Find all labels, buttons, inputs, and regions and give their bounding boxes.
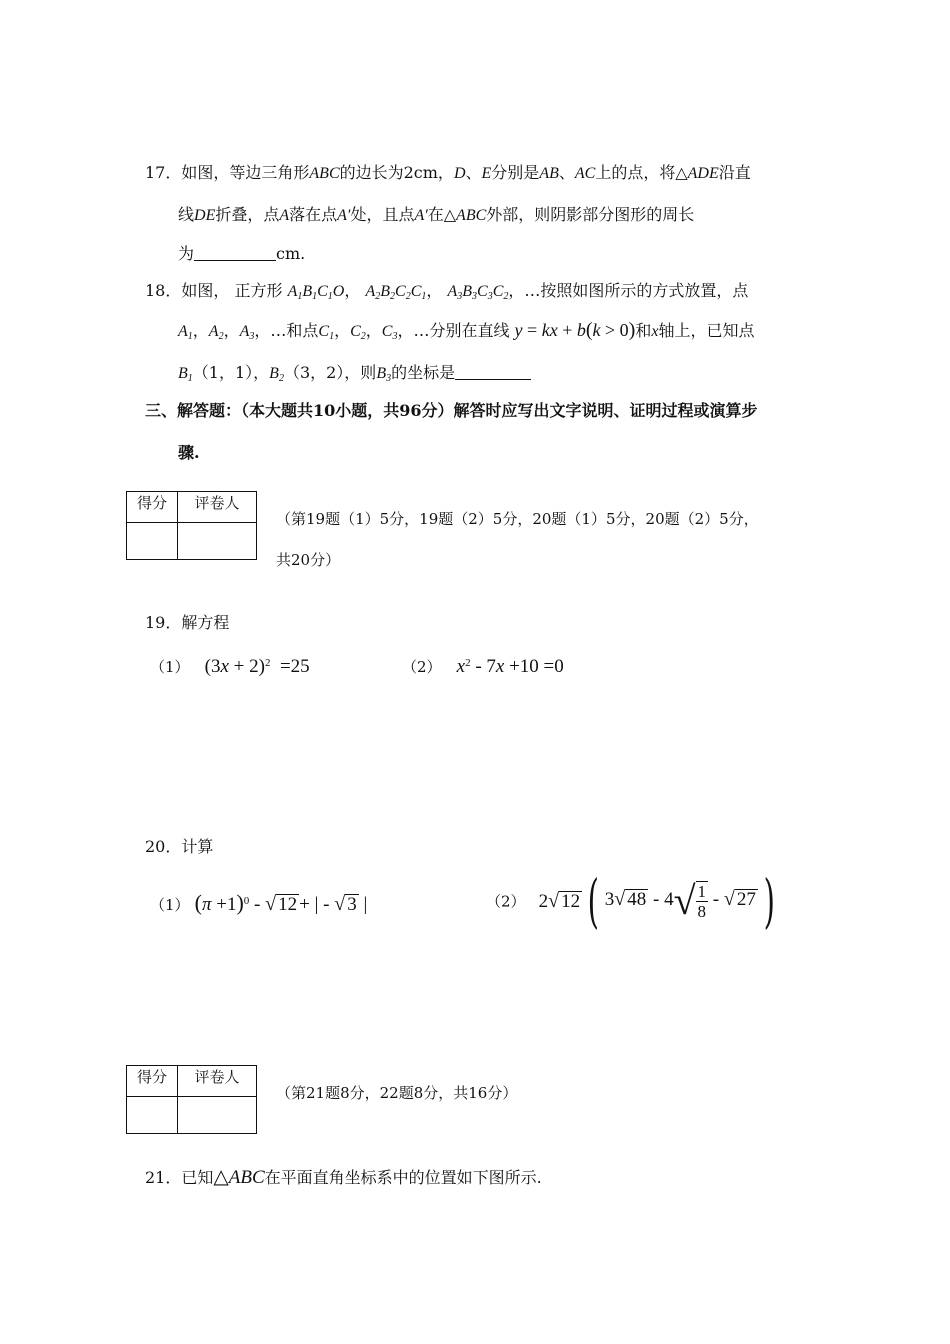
section3-heading: 三、解答题：（本大题共10小题，共96分）解答时应写出文字说明、证明过程或演算步 xyxy=(145,401,758,420)
score-label: 得分 xyxy=(127,492,178,523)
score-note-2: （第21题8分，22题8分，共16分） xyxy=(276,1084,518,1102)
q18-line3: $B_1(1$，1），$B_2(3$，2），则$B_3$的坐标是 xyxy=(178,360,531,384)
score-box-2 xyxy=(126,1065,257,1134)
q17-line1: 17．如图，等边三角形ABC的边长为2cm，D、E分别是AB、AC上的点，将△ADE沿直 xyxy=(145,163,751,182)
answer-blank xyxy=(194,246,276,261)
grader-cell[interactable] xyxy=(178,523,257,560)
section3-heading-cont: 骤. xyxy=(178,443,200,462)
q20-part2: （2） 2√ 12 ( 3√ 48 - 4√ $\frac{1}{8}$ - √ 27 ) xyxy=(486,867,775,935)
q20-title: 20．计算 xyxy=(145,837,214,856)
grader-label: 评卷人 xyxy=(178,492,257,523)
score-cell[interactable] xyxy=(127,1097,178,1134)
grader-cell[interactable] xyxy=(178,1097,257,1134)
q18-line1: 18．如图， 正方形 $A_1B_1C_1O$， $A_2B_2C_2C_1$， $A_3B_3C_3C_2$，…按照如图所示的方式放置，点 xyxy=(145,281,749,302)
q20-part1: （1） $(\pi +1)^0$ - √ 12 + | - √ 3 | xyxy=(150,890,368,915)
q19-part1: （1） $(3x + 2)^2 =25$ xyxy=(150,656,310,677)
score-note: （第19题（1）5分，19题（2）5分，20题（1）5分，20题（2）5分， xyxy=(276,510,759,528)
score-box xyxy=(126,491,257,560)
q19-part2: （2） $x^2 - 7x +10 =0$ xyxy=(402,656,564,677)
q17-line2: 线DE折叠，点A落在点A′处，且点A′在△ABC外部，则阴影部分图形的周长 xyxy=(178,205,695,224)
answer-blank xyxy=(455,365,531,380)
q18-line2: $A_1$，$A_2$，$A_3$，…和点$C_1$，$C_2$，$C_3$，…分别在直线 y = kx + b(k > 0)和x轴上，已知点 xyxy=(178,319,755,342)
q19-title: 19．解方程 xyxy=(145,613,230,632)
q17-line3: 为 cm. xyxy=(178,244,306,263)
q21-text: 21．已知△ABC在平面直角坐标系中的位置如下图所示. xyxy=(145,1166,542,1188)
score-label: 得分 xyxy=(127,1066,178,1097)
score-note-cont: 共20分） xyxy=(276,551,341,569)
grader-label: 评卷人 xyxy=(178,1066,257,1097)
score-cell[interactable] xyxy=(127,523,178,560)
